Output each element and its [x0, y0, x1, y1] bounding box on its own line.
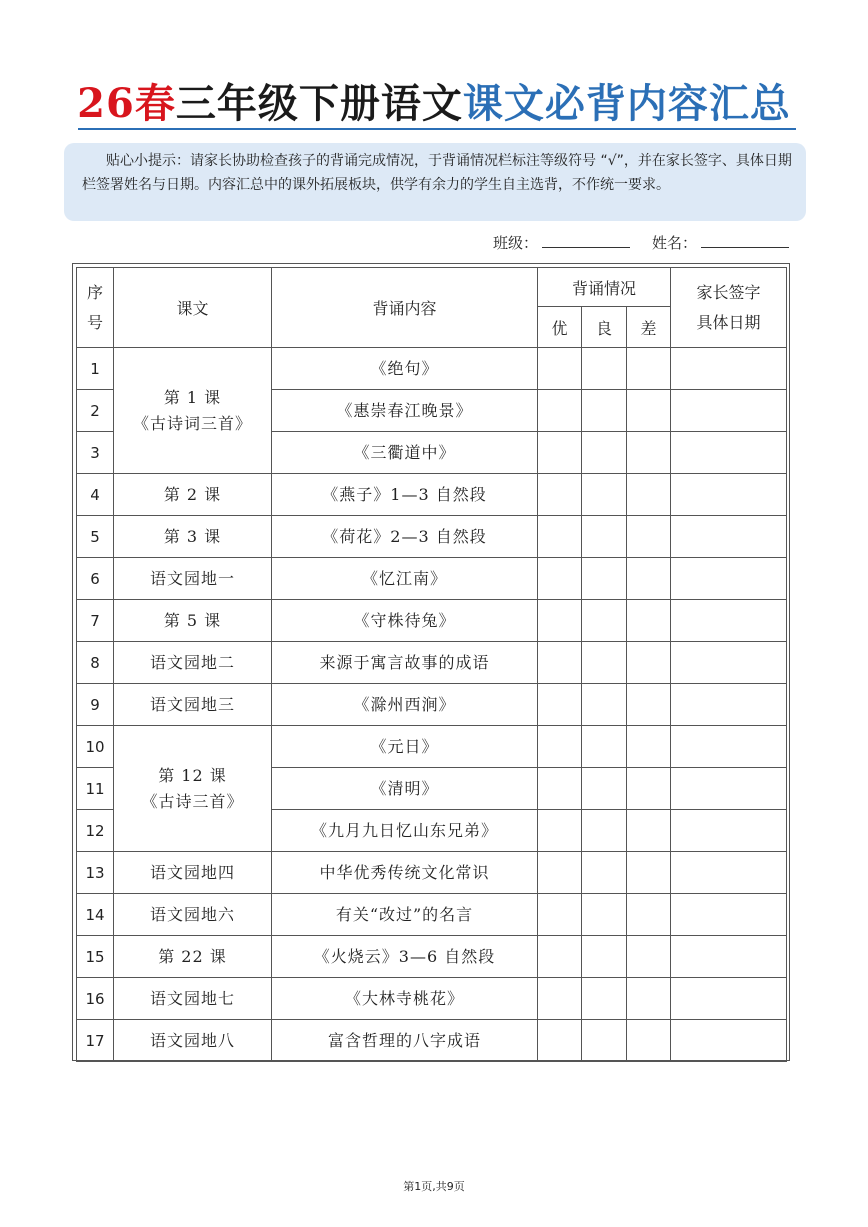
grade-excellent-cell[interactable] [538, 474, 582, 516]
row-number: 1 [77, 348, 114, 390]
table-row [77, 894, 787, 936]
grade-poor-cell[interactable] [627, 810, 671, 852]
grade-poor-cell[interactable] [627, 474, 671, 516]
row-lesson: 第 12 课 《古诗三首》 [114, 726, 272, 852]
grade-good-cell[interactable] [582, 432, 627, 474]
grade-excellent-cell[interactable] [538, 432, 582, 474]
class-label: 班级： [493, 234, 539, 252]
row-lesson: 第 22 课 [114, 936, 272, 978]
row-content: 《元日》 [272, 726, 538, 768]
row-content: 《三衢道中》 [272, 432, 538, 474]
grade-excellent-cell[interactable] [538, 600, 582, 642]
grade-good-cell[interactable] [582, 600, 627, 642]
title-black-part: 三年级下册语文 [175, 80, 463, 127]
grade-poor-cell[interactable] [627, 768, 671, 810]
grade-good-cell[interactable] [582, 642, 627, 684]
grade-good-cell[interactable] [582, 474, 627, 516]
parent-sign-cell[interactable] [671, 726, 787, 768]
grade-excellent-cell[interactable] [538, 390, 582, 432]
tip-box: 贴心小提示：请家长协助检查孩子的背诵完成情况，于背诵情况栏标注等级符号 “√”，并在家长签字、具体日期栏签署姓名与日期。内容汇总中的课外拓展板块，供学有余力的学生自主选背，不作统一要求。 [64, 143, 806, 221]
recitation-table [76, 267, 787, 1062]
row-lesson: 语文园地三 [114, 684, 272, 726]
table-row [77, 348, 787, 390]
row-number: 5 [77, 516, 114, 558]
grade-good-cell[interactable] [582, 894, 627, 936]
row-content: 中华优秀传统文化常识 [272, 852, 538, 894]
grade-poor-cell[interactable] [627, 726, 671, 768]
grade-poor-cell[interactable] [627, 936, 671, 978]
header-grade-good: 良 [582, 307, 627, 348]
title-underline [78, 128, 796, 130]
row-content: 《忆江南》 [272, 558, 538, 600]
grade-poor-cell[interactable] [627, 1020, 671, 1062]
grade-poor-cell[interactable] [627, 894, 671, 936]
row-content: 富含哲理的八字成语 [272, 1020, 538, 1062]
header-lesson: 课文 [114, 268, 272, 348]
grade-excellent-cell[interactable] [538, 726, 582, 768]
row-content: 《燕子》1—3 自然段 [272, 474, 538, 516]
table-row [77, 642, 787, 684]
row-content: 《绝句》 [272, 348, 538, 390]
grade-excellent-cell[interactable] [538, 894, 582, 936]
row-number: 4 [77, 474, 114, 516]
row-number: 9 [77, 684, 114, 726]
row-lesson: 语文园地八 [114, 1020, 272, 1062]
parent-sign-cell[interactable] [671, 978, 787, 1020]
row-content: 《清明》 [272, 768, 538, 810]
table-row [77, 936, 787, 978]
grade-poor-cell[interactable] [627, 600, 671, 642]
parent-sign-cell[interactable] [671, 768, 787, 810]
parent-sign-cell[interactable] [671, 684, 787, 726]
row-number: 12 [77, 810, 114, 852]
row-content: 来源于寓言故事的成语 [272, 642, 538, 684]
name-field[interactable] [652, 232, 789, 254]
header-grade-poor: 差 [627, 307, 671, 348]
table-row [77, 516, 787, 558]
header-content: 背诵内容 [272, 268, 538, 348]
table-row [77, 726, 787, 768]
grade-excellent-cell[interactable] [538, 1020, 582, 1062]
parent-sign-cell[interactable] [671, 474, 787, 516]
row-lesson: 语文园地七 [114, 978, 272, 1020]
page-title [0, 78, 868, 130]
class-field[interactable] [493, 232, 630, 254]
page-footer: 第1页,共9页 [403, 1180, 465, 1193]
header-parent-sign: 家长签字 具体日期 [671, 268, 787, 348]
row-content: 《九月九日忆山东兄弟》 [272, 810, 538, 852]
grade-excellent-cell[interactable] [538, 852, 582, 894]
grade-good-cell[interactable] [582, 852, 627, 894]
row-number: 2 [77, 390, 114, 432]
row-content: 《大林寺桃花》 [272, 978, 538, 1020]
grade-good-cell[interactable] [582, 684, 627, 726]
parent-sign-cell[interactable] [671, 558, 787, 600]
row-lesson: 语文园地二 [114, 642, 272, 684]
row-number: 14 [77, 894, 114, 936]
row-number: 6 [77, 558, 114, 600]
parent-sign-cell[interactable] [671, 642, 787, 684]
row-number: 3 [77, 432, 114, 474]
grade-good-cell[interactable] [582, 936, 627, 978]
table-row [77, 474, 787, 516]
row-number: 15 [77, 936, 114, 978]
table-row [77, 852, 787, 894]
grade-poor-cell[interactable] [627, 432, 671, 474]
grade-good-cell[interactable] [582, 1020, 627, 1062]
grade-poor-cell[interactable] [627, 390, 671, 432]
row-content: 《火烧云》3—6 自然段 [272, 936, 538, 978]
row-content: 有关“改过”的名言 [272, 894, 538, 936]
table-row [77, 978, 787, 1020]
grade-good-cell[interactable] [582, 390, 627, 432]
grade-good-cell[interactable] [582, 558, 627, 600]
header-grade-excellent: 优 [538, 307, 582, 348]
row-lesson: 第 1 课 《古诗词三首》 [114, 348, 272, 474]
row-content: 《惠崇春江晚景》 [272, 390, 538, 432]
row-lesson: 语文园地四 [114, 852, 272, 894]
table-row [77, 1020, 787, 1062]
row-number: 10 [77, 726, 114, 768]
grade-poor-cell[interactable] [627, 978, 671, 1020]
row-lesson: 第 5 课 [114, 600, 272, 642]
row-number: 17 [77, 1020, 114, 1062]
grade-good-cell[interactable] [582, 768, 627, 810]
grade-excellent-cell[interactable] [538, 768, 582, 810]
row-content: 《滁州西涧》 [272, 684, 538, 726]
row-number: 11 [77, 768, 114, 810]
row-number: 13 [77, 852, 114, 894]
parent-sign-cell[interactable] [671, 852, 787, 894]
row-number: 16 [77, 978, 114, 1020]
table-row [77, 600, 787, 642]
grade-excellent-cell[interactable] [538, 684, 582, 726]
grade-poor-cell[interactable] [627, 642, 671, 684]
grade-poor-cell[interactable] [627, 348, 671, 390]
parent-sign-cell[interactable] [671, 810, 787, 852]
parent-sign-cell[interactable] [671, 1020, 787, 1062]
title-blue-part: 课文必背内容汇总 [462, 80, 791, 127]
parent-sign-cell[interactable] [671, 348, 787, 390]
parent-sign-cell[interactable] [671, 894, 787, 936]
row-lesson: 语文园地六 [114, 894, 272, 936]
row-content: 《守株待兔》 [272, 600, 538, 642]
parent-sign-cell[interactable] [671, 936, 787, 978]
grade-excellent-cell[interactable] [538, 516, 582, 558]
grade-excellent-cell[interactable] [538, 978, 582, 1020]
name-blank[interactable] [701, 233, 789, 248]
row-content: 《荷花》2—3 自然段 [272, 516, 538, 558]
row-lesson: 第 3 课 [114, 516, 272, 558]
grade-good-cell[interactable] [582, 726, 627, 768]
title-red-part: 26春 [77, 80, 176, 127]
grade-good-cell[interactable] [582, 516, 627, 558]
class-blank[interactable] [542, 233, 630, 248]
grade-excellent-cell[interactable] [538, 810, 582, 852]
row-number: 8 [77, 642, 114, 684]
grade-poor-cell[interactable] [627, 684, 671, 726]
grade-excellent-cell[interactable] [538, 936, 582, 978]
parent-sign-cell[interactable] [671, 516, 787, 558]
table-row [77, 558, 787, 600]
row-lesson: 第 2 课 [114, 474, 272, 516]
grade-poor-cell[interactable] [627, 558, 671, 600]
grade-excellent-cell[interactable] [538, 642, 582, 684]
grade-good-cell[interactable] [582, 810, 627, 852]
grade-excellent-cell[interactable] [538, 348, 582, 390]
grade-poor-cell[interactable] [627, 852, 671, 894]
grade-poor-cell[interactable] [627, 516, 671, 558]
parent-sign-cell[interactable] [671, 390, 787, 432]
row-lesson: 语文园地一 [114, 558, 272, 600]
table-row [77, 684, 787, 726]
row-number: 7 [77, 600, 114, 642]
grade-good-cell[interactable] [582, 978, 627, 1020]
header-recitation: 背诵情况 [538, 268, 671, 307]
name-label: 姓名： [652, 234, 698, 252]
grade-excellent-cell[interactable] [538, 558, 582, 600]
parent-sign-cell[interactable] [671, 432, 787, 474]
parent-sign-cell[interactable] [671, 600, 787, 642]
grade-good-cell[interactable] [582, 348, 627, 390]
header-seq: 序 号 [77, 268, 114, 348]
